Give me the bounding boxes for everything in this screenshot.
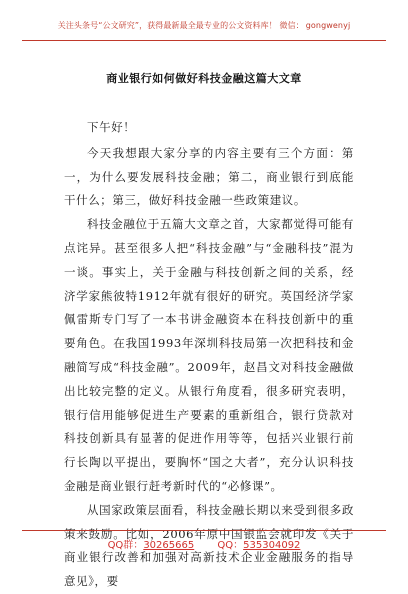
header-divider <box>22 40 386 41</box>
banner-text: 关注头条号“公文研究”，获得最新最全最专业的公文资料库！ 微信： <box>57 21 304 30</box>
document-title: 商业银行如何做好科技金融这篇大文章 <box>106 72 302 85</box>
paragraph-greeting: 下午好！ <box>87 120 136 134</box>
header-banner <box>0 20 408 31</box>
qq-group-number: 30265665 <box>143 540 195 551</box>
document-body <box>64 116 354 594</box>
qq-group-contact <box>108 536 195 551</box>
wechat-id: gongwenyj <box>305 21 351 30</box>
footer-divider <box>22 530 386 531</box>
paragraph-background: 科技金融位于五篇大文章之首，大家都觉得可能有点诧异。甚至很多人把“科技金融”与“金融科技”混为一谈。事实上，关于金融与科技创新之间的关系，经济学家熊彼特1912年就有很好的研究。英国经济学家佩雷斯专门写了一本书讲金融资本在科技创新中的重要角色。在我国1993年深圳科技局第一次把科技和金融简写成“科技金融”。2009年，赵昌文对科技金融做出比较完整的定义。从银行角度看，很多研究表明，银行信用能够促进生产要素的重新组合，银行贷款对科技创新具有显著的促进作用等等，包括兴业银行前行长陶以平提出，要胸怀“国之大者”，充分认识科技金融是商业银行赶考新时代的“必修课”。 <box>64 217 354 493</box>
qq-number: 535304092 <box>243 540 301 551</box>
qq-contact <box>217 536 300 551</box>
qq-label: QQ： <box>217 540 244 551</box>
paragraph-policy: 从国家政策层面看，科技金融长期以来受到很多政策来鼓励。比如，2006年原中国银监会就印发《关于商业银行改善和加强对高新技术企业金融服务的指导意见》，要 <box>64 502 354 589</box>
footer <box>0 536 408 551</box>
qq-group-label: QQ群： <box>107 540 144 551</box>
paragraph-intro: 今天我想跟大家分享的内容主要有三个方面：第一，为什么要发展科技金融；第二，商业银行到底能干什么；第三，做好科技金融一些政策建议。 <box>64 145 354 208</box>
